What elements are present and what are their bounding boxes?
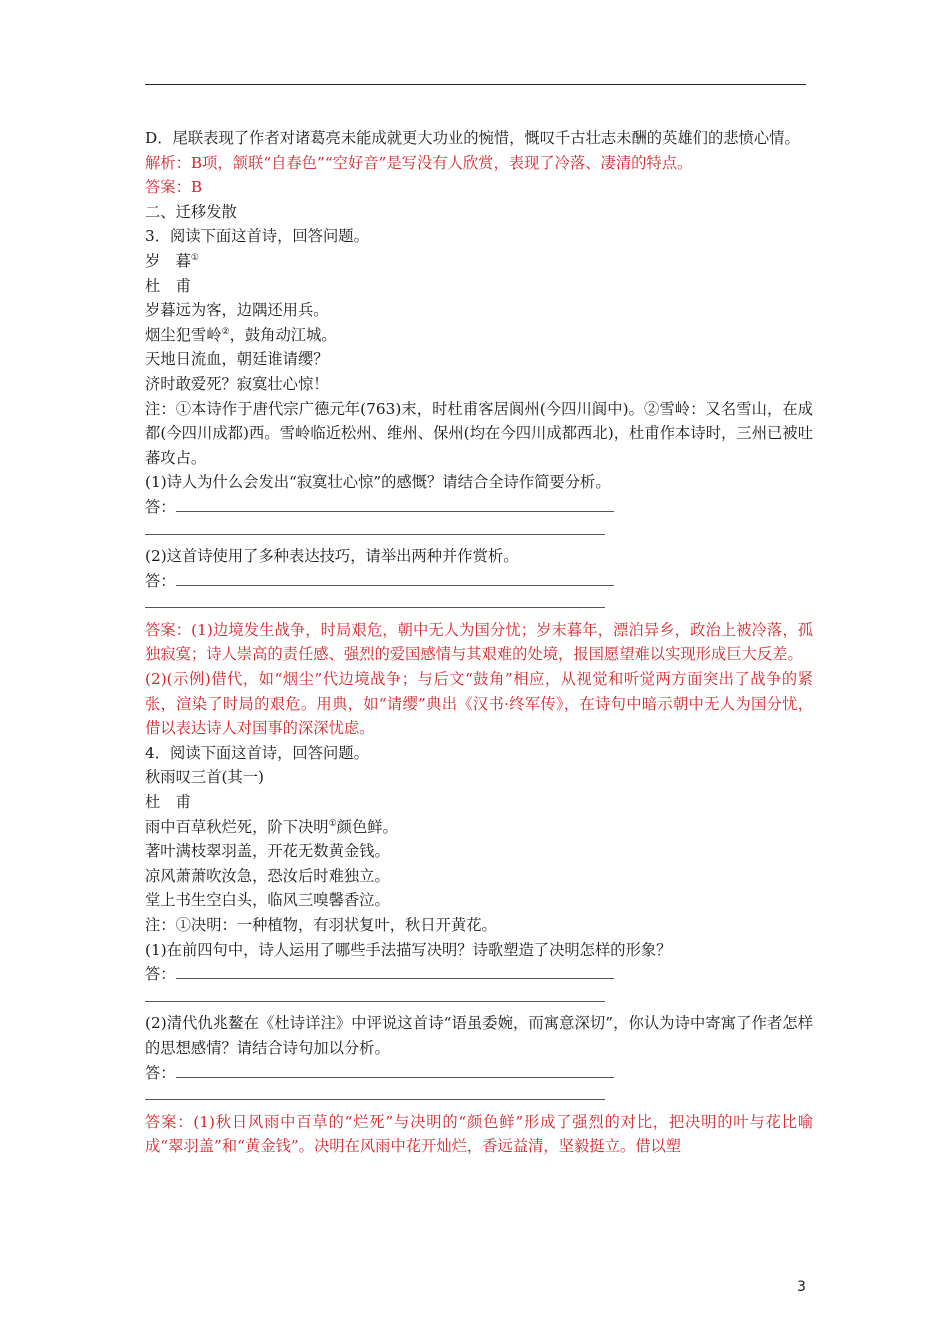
q3-answer-2: (2)(示例)借代，如“烟尘”代边境战争；与后文“鼓角”相应，从视觉和听觉两方面突出了战争的紧张，渲染了时局的艰危。用典，如“请缨”典出《汉书·终军传》，在诗句中暗示朝中无人为国分忧，借以表达诗人对国事的深深忧虑。: [145, 670, 813, 738]
answer-blank[interactable]: [176, 497, 614, 512]
answer-blank[interactable]: [145, 987, 813, 1012]
q4-note: 注：①决明：一种植物，有羽状复叶，秋日开黄花。: [145, 916, 497, 934]
q3-sub2: (2)这首诗使用了多种表达技巧，请举出两种并作赏析。: [145, 547, 519, 566]
document-body: [145, 126, 813, 1159]
q4-poem-title: 秋雨叹三首(其一): [145, 768, 265, 787]
q4-poem-author: 杜 甫: [145, 793, 191, 812]
section-title: 二、迁移发散: [145, 202, 237, 221]
q3-sub1: (1)诗人为什么会发出“寂寞壮心惊”的感慨？请结合全诗作简要分析。: [145, 473, 611, 492]
q3-note: 注：①本诗作于唐代宗广德元年(763)末，时杜甫客居阆州(今四川阆中)。②雪岭：又名雪山，在成都(今四川成都)西。雪岭临近松州、维州、保州(均在今四川成都西北)，杜甫作本诗时，三州已被吐蕃攻占。: [145, 399, 813, 467]
q3-answer-1: 答案：(1)边境发生战争，时局艰危，朝中无人为国分忧；岁末暮年，漂泊异乡，政治上被冷落，孤独寂寞；诗人崇高的责任感、强烈的爱国感情与其艰难的处境，报国愿望难以实现形成巨大反差。: [145, 620, 813, 664]
q3-poem-line-4: 济时敢爱死？寂寞壮心惊！: [145, 374, 329, 393]
q2-answer: 答案：B: [145, 178, 203, 197]
q4-poem-line-1: 雨中百草秋烂死，阶下决明①颜色鲜。: [145, 817, 398, 836]
q4-answer-line-2: 答：: [145, 1061, 813, 1086]
q4-poem-line-4: 堂上书生空白头，临风三嗅馨香泣。: [145, 891, 390, 910]
answer-blank[interactable]: [176, 1063, 614, 1078]
q4-poem-line-2: 著叶满枝翠羽盖，开花无数黄金钱。: [145, 842, 390, 861]
q3-prompt: 3．阅读下面这首诗，回答问题。: [145, 227, 369, 246]
header-rule: [145, 84, 806, 85]
q4-poem-line-3: 凉风萧萧吹汝急，恐汝后时难独立。: [145, 866, 390, 885]
footnote-mark: ①: [190, 252, 199, 263]
q4-sub1: (1)在前四句中，诗人运用了哪些手法描写决明？诗歌塑造了决明怎样的形象？: [145, 940, 672, 959]
answer-blank[interactable]: [145, 1085, 813, 1110]
answer-blank[interactable]: [145, 593, 813, 618]
option-d: D．尾联表现了作者对诸葛亮未能成就更大功业的惋惜，慨叹千古壮志未酬的英雄们的悲愤心情。: [145, 129, 800, 147]
q3-poem-line-3: 天地日流血，朝廷谁请缨？: [145, 350, 329, 369]
answer-blank[interactable]: [145, 520, 813, 545]
q3-poem-line-1: 岁暮远为客，边隅还用兵。: [145, 301, 329, 320]
q4-answer-line-1: 答：: [145, 962, 813, 987]
q2-analysis: 解析：B项，颔联“自春色”“空好音”是写没有人欣赏，表现了冷落、凄清的特点。: [145, 153, 693, 172]
q3-poem-title: 岁 暮①: [145, 251, 199, 270]
q4-sub2: (2)清代仇兆鳌在《杜诗详注》中评说这首诗“语虽委婉，而寓意深切”，你认为诗中寄寓了作者怎样的思想感情？请结合诗句加以分析。: [145, 1014, 813, 1057]
q4-prompt: 4．阅读下面这首诗，回答问题。: [145, 743, 369, 762]
answer-blank[interactable]: [176, 571, 614, 586]
footnote-mark: ②: [221, 326, 230, 337]
page-number: 3: [797, 1279, 806, 1295]
q3-answer-line-1: 答：: [145, 495, 813, 520]
footnote-mark: ①: [328, 818, 337, 829]
q3-poem-line-2: 烟尘犯雪岭②，鼓角动江城。: [145, 325, 337, 344]
q3-poem-author: 杜 甫: [145, 276, 191, 295]
q3-answer-line-2: 答：: [145, 569, 813, 594]
answer-blank[interactable]: [176, 964, 614, 979]
q4-answer-1: 答案：(1)秋日风雨中百草的“烂死”与决明的“颜色鲜”形成了强烈的对比，把决明的叶与花比喻成“翠羽盖”和“黄金钱”。决明在风雨中花开灿烂，香远益清，坚毅挺立。借以塑: [145, 1112, 813, 1156]
